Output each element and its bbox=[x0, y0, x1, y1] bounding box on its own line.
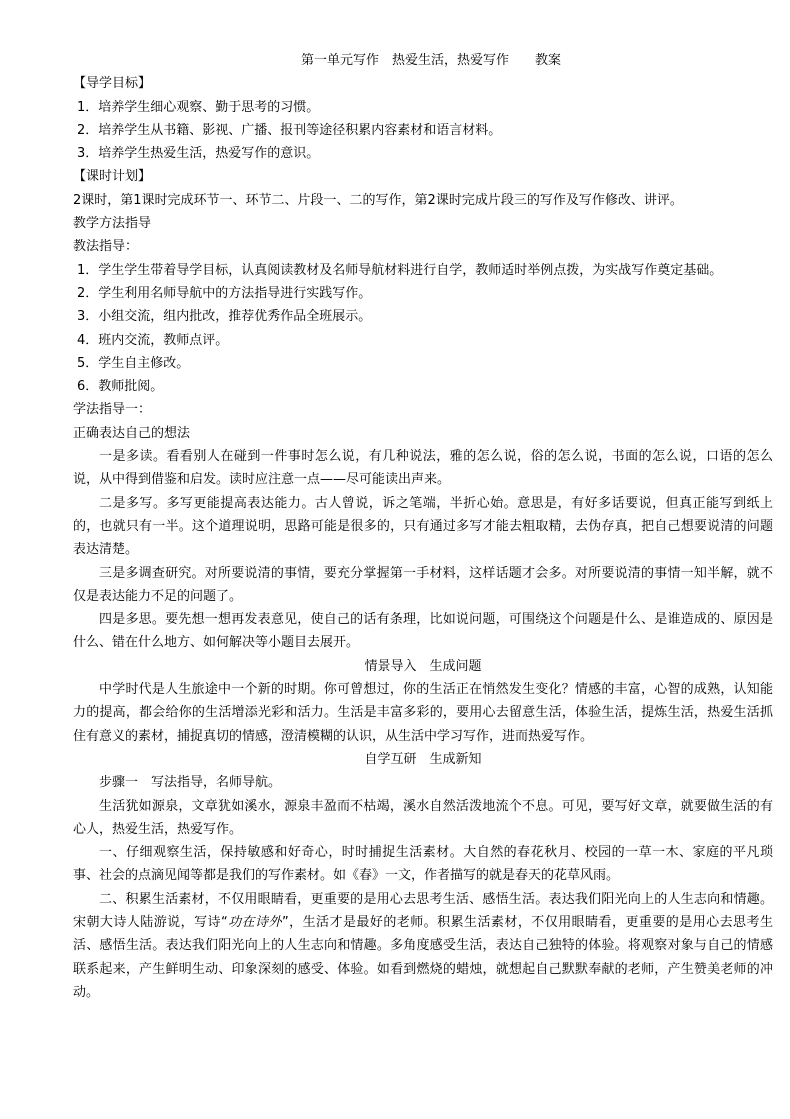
guide-goals-heading: 【导学目标】 bbox=[73, 76, 152, 92]
teaching-method-item: 6．教师批阅。 bbox=[77, 379, 164, 395]
learning-paragraph: 一是多读。看看别人在碰到一件事时怎么说，有几种说法，雅的怎么说，俗的怎么说，书面的怎么说，口语的怎么说，从中得到借鉴和启发。读时应注意一点——尽可能读出声来。 bbox=[73, 449, 773, 488]
document-page bbox=[73, 49, 773, 1004]
step-one-heading: 步骤一 写法指导，名师导航。 bbox=[99, 775, 282, 791]
teaching-method-item: 1．学生学生带着导学目标，认真阅读教材及名师导航材料进行自学，教师适时举例点拨，为实战写作奠定基础。 bbox=[77, 262, 723, 278]
learning-paragraph: 三是多调查研究。对所要说清的事情，要充分掌握第一手材料，这样话题才会多。对所要说清的事情一知半解，就不仅是表达能力不足的问题了。 bbox=[73, 565, 773, 604]
lesson-plan-text: 2课时，第1课时完成环节一、环节二、片段一、二的写作，第2课时完成片段三的写作及写作修改、讲评。 bbox=[73, 192, 683, 208]
final-paragraph-part2: ”，生活才是最好的老师。积累生活素材，不仅用眼睛看，更重要的是用心去思考生活、感悟生活。表达我们阳光向上的人生志向和情趣。多角度感受生活，表达自己独特的体验。将观察对象与自己的情感联系起来，产生鲜明生动、印象深刻的感受、体验。如看到燃烧的蜡烛，就想起自己默默奉献的老师，产生赞美老师的冲动。 bbox=[73, 914, 773, 1000]
teaching-method-heading: 教法指导： bbox=[73, 239, 139, 255]
lesson-plan-heading: 【课时计划】 bbox=[73, 169, 152, 185]
learning-method-heading: 学法指导一： bbox=[73, 402, 152, 418]
learning-paragraph: 二是多写。多写更能提高表达能力。古人曾说，诉之笔端，半折心始。意思是，有好多话要说，但真正能写到纸上的，也就只有一半。这个道理说明，思路可能是很多的，只有通过多写才能去粗取精，去伪存真，把自己想要说清的问题表达清楚。 bbox=[73, 495, 773, 558]
learning-method-subheading: 正确表达自己的想法 bbox=[73, 425, 191, 441]
scene-heading: 情景导入 生成问题 bbox=[364, 658, 482, 674]
teaching-method-item: 3．小组交流，组内批改，推荐优秀作品全班展示。 bbox=[77, 309, 372, 325]
teaching-method-item: 4．班内交流，教师点评。 bbox=[77, 332, 229, 348]
document-title: 第一单元写作 热爱生活，热爱写作 教案 bbox=[300, 53, 561, 68]
self-study-heading: 自学互研 生成新知 bbox=[364, 751, 482, 767]
final-paragraph bbox=[73, 888, 773, 1004]
learning-paragraph: 四是多思。要先想一想再发表意见，使自己的话有条理，比如说问题，可围绕这个问题是什么、是谁造成的、原因是什么、错在什么地方、如何解决等小题目去展开。 bbox=[73, 612, 773, 651]
scene-paragraph: 中学时代是人生旅途中一个新的时期。你可曾想过，你的生活正在悄然发生变化？情感的丰富，心智的成熟，认知能力的提高，都会给你的生活增添光彩和活力。生活是丰富多彩的，要用心去留意生活，体验生活，提炼生活，热爱生活抓住有意义的素材，捕捉真切的情感，澄清模糊的认识，从生活中学习写作，进而热爱写作。 bbox=[73, 682, 773, 744]
final-paragraph-part1: 二、积累生活素材，不仅用眼睛看，更重要的是用心去思考生活、感悟生活。表达我们阳光向上的人生志向和情趣。宋朝大诗人陆游说，写诗“ bbox=[73, 891, 773, 930]
final-paragraph-quote: 功在诗外 bbox=[227, 914, 282, 930]
step-paragraph: 一、仔细观察生活，保持敏感和好奇心，时时捕捉生活素材。大自然的春花秋月、校园的一草一木、家庭的平凡琐事、社会的点滴见闻等都是我们的写作素材。如《春》一文，作者描写的就是春天的花草风雨。 bbox=[73, 845, 773, 884]
teaching-method-item: 5．学生自主修改。 bbox=[77, 355, 190, 371]
step-paragraph: 生活犹如源泉，文章犹如溪水，源泉丰盈而不枯竭，溪水自然活泼地流个不息。可见，要写好文章，就要做生活的有心人，热爱生活，热爱写作。 bbox=[73, 798, 773, 837]
guide-goal-item: 2．培养学生从书籍、影视、广播、报刊等途径积累内容素材和语言材料。 bbox=[77, 122, 502, 138]
guide-goal-item: 1．培养学生细心观察、勤于思考的习惯。 bbox=[77, 99, 320, 115]
teaching-method-item: 2．学生利用名师导航中的方法指导进行实践写作。 bbox=[77, 285, 372, 301]
guide-goal-item: 3．培养学生热爱生活，热爱写作的意识。 bbox=[77, 146, 320, 162]
method-heading: 教学方法指导 bbox=[73, 216, 152, 232]
